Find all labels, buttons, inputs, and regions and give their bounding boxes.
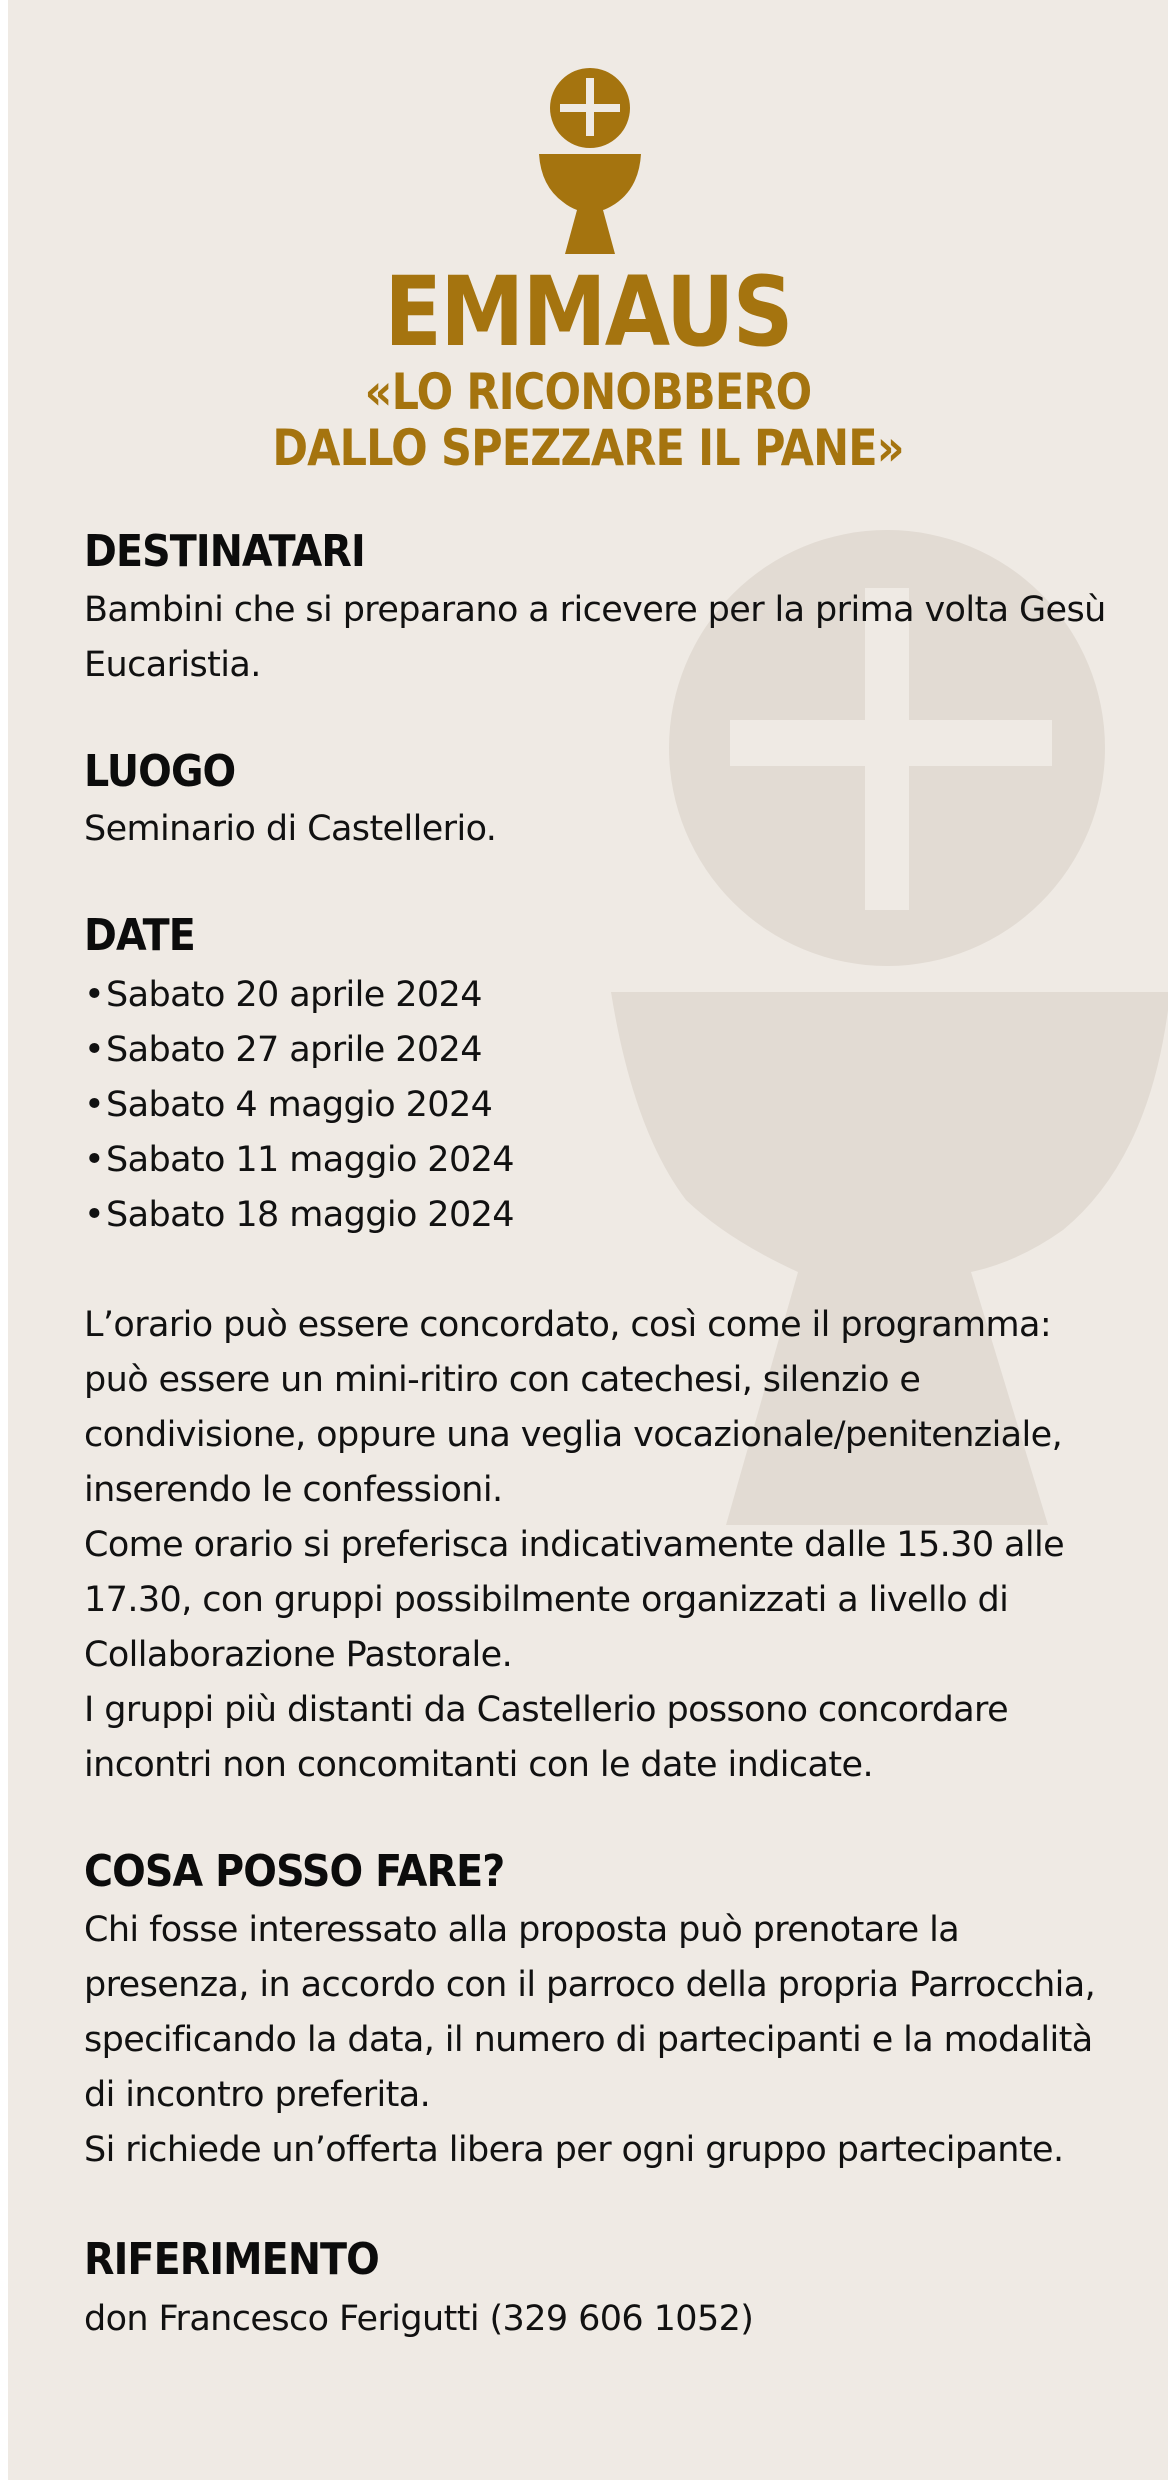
text-line: Come orario si preferisca indicativamente dalle 15.30 alle — [84, 1525, 1065, 1565]
flyer-page — [8, 0, 1168, 2480]
contact-line: don Francesco Ferigutti (329 606 1052) — [84, 2299, 754, 2339]
text-line: Collaborazione Pastorale. — [84, 1635, 513, 1675]
list-item — [84, 1078, 514, 1133]
text-line: incontri non concomitanti con le date indicate. — [84, 1745, 873, 1785]
text-line: presenza, in accordo con il parroco della propria Parrocchia, — [84, 1965, 1096, 2005]
text-line: inserendo le confessioni. — [84, 1470, 503, 1510]
date-item: Sabato 27 aprile 2024 — [106, 1030, 482, 1070]
list-item — [84, 1188, 514, 1243]
text-line: Eucaristia. — [84, 645, 261, 685]
list-item — [84, 1133, 514, 1188]
text-line: può essere un mini-ritiro con catechesi, silenzio e — [84, 1360, 921, 1400]
bullet-icon: • — [84, 1195, 105, 1235]
bullet-icon: • — [84, 1030, 105, 1070]
bullet-icon: • — [84, 1140, 105, 1180]
date-item: Sabato 18 maggio 2024 — [106, 1195, 514, 1235]
text-line: Seminario di Castellerio. — [84, 809, 497, 849]
bullet-icon: • — [84, 975, 105, 1015]
section-heading-cosa: COSA POSSO FARE? — [84, 1846, 505, 1897]
text-line: specificando la data, il numero di partecipanti e la modalità — [84, 2020, 1093, 2060]
text-line: di incontro preferita. — [84, 2075, 431, 2115]
date-item: Sabato 4 maggio 2024 — [106, 1085, 493, 1125]
section-heading-luogo: LUOGO — [84, 746, 236, 797]
page-subtitle — [89, 364, 1087, 476]
bullet-icon: • — [84, 1085, 105, 1125]
section-heading-date: DATE — [84, 910, 195, 961]
text-line: condivisione, oppure una veglia vocazionale/penitenziale, — [84, 1415, 1063, 1455]
chalice-with-host-icon — [535, 68, 645, 258]
section-text-destinatari — [84, 583, 1104, 693]
date-item: Sabato 20 aprile 2024 — [106, 975, 482, 1015]
section-text-cosa — [84, 1903, 1104, 2178]
subtitle-line: «LO RICONOBBERO — [364, 363, 812, 421]
date-list — [84, 968, 514, 1243]
text-line: I gruppi più distanti da Castellerio possono concordare — [84, 1690, 1008, 1730]
section-heading-riferimento: RIFERIMENTO — [84, 2234, 379, 2285]
text-line: Chi fosse interessato alla proposta può prenotare la — [84, 1910, 960, 1950]
text-line: 17.30, con gruppi possibilmente organizzati a livello di — [84, 1580, 1009, 1620]
section-text-luogo — [84, 802, 1104, 857]
list-item — [84, 968, 514, 1023]
page-title: EMMAUS — [384, 256, 792, 368]
date-item: Sabato 11 maggio 2024 — [106, 1140, 514, 1180]
date-notes — [84, 1298, 1104, 1793]
section-heading-destinatari: DESTINATARI — [84, 526, 365, 577]
section-text-riferimento — [84, 2292, 1104, 2347]
text-line: L’orario può essere concordato, così come il programma: — [84, 1305, 1052, 1345]
list-item — [84, 1023, 514, 1078]
subtitle-line: DALLO SPEZZARE IL PANE» — [272, 419, 904, 477]
text-line: Bambini che si preparano a ricevere per la prima volta Gesù — [84, 590, 1106, 630]
text-line: Si richiede un’offerta libera per ogni gruppo partecipante. — [84, 2130, 1064, 2170]
